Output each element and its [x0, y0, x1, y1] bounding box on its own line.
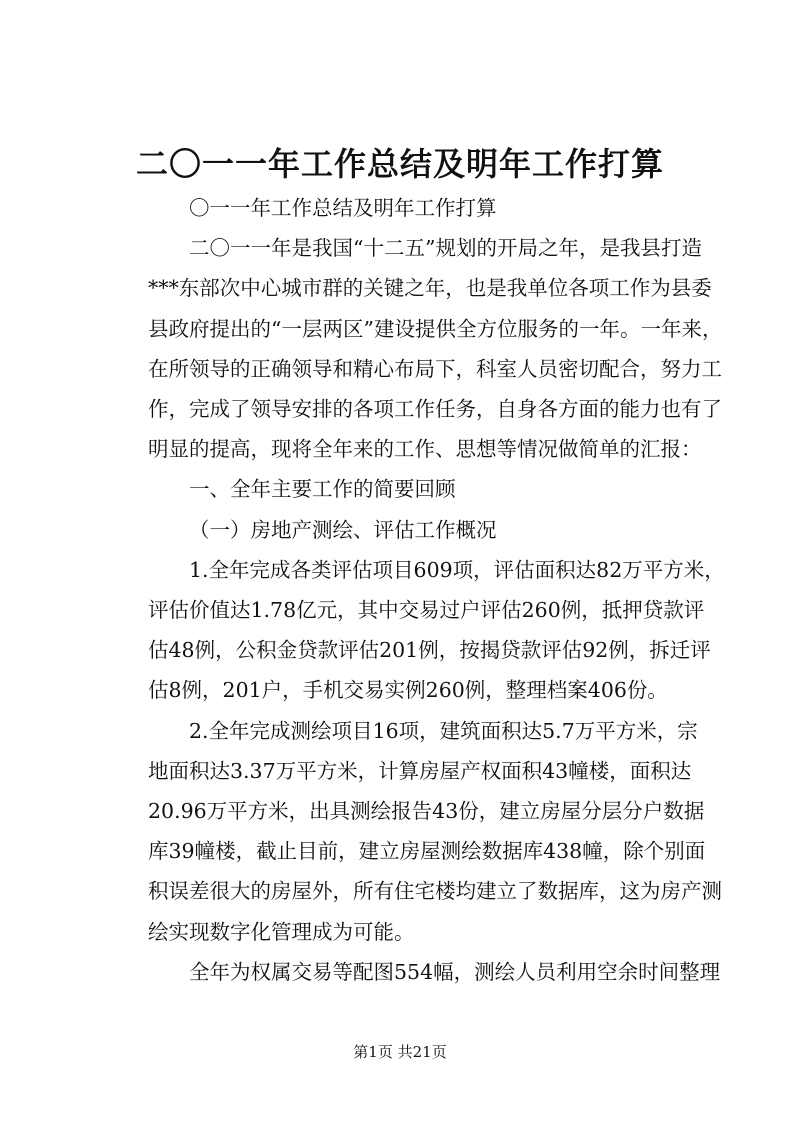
- text-line: 2.全年完成测绘项目16项，建筑面积达5.7万平方米，宗: [189, 718, 698, 743]
- text-line: 作，完成了领导安排的各项工作任务，自身各方面的能力也有了: [148, 397, 722, 422]
- text-line: 1.全年完成各类评估项目609项，评估面积达82万平方米，: [189, 557, 725, 582]
- document-title: 二〇一一年工作总结及明年工作打算: [135, 145, 664, 183]
- text-line: 明显的提高，现将全年来的工作、思想等情况做简单的汇报：: [148, 437, 702, 462]
- section-heading: [107, 469, 707, 509]
- paragraph-intro: [107, 228, 723, 469]
- text-line: 地面积达3.37万平方米，计算房屋产权面积43幢楼，面积达: [148, 758, 692, 783]
- paragraph-item-2: [107, 711, 722, 952]
- text-line: 一、全年主要工作的简要回顾: [189, 477, 456, 502]
- text-line: 县政府提出的“一层两区”建设提供全方位服务的一年。一年来，: [148, 316, 723, 341]
- text-line: 积误差很大的房屋外，所有住宅楼均建立了数据库，这为房产测: [148, 879, 722, 904]
- paragraph-mapping: [107, 952, 721, 992]
- document-body: [107, 188, 725, 992]
- paragraph-item-1: [107, 550, 725, 711]
- text-line: （一）房地产测绘、评估工作概况: [189, 517, 497, 542]
- text-line: 在所领导的正确领导和精心布局下，科室人员密切配合，努力工: [148, 356, 722, 381]
- text-line: 评估价值达1.78亿元，其中交易过户评估260例，抵押贷款评: [148, 598, 705, 623]
- text-line: 20.96万平方米，出具测绘报告43份，建立房屋分层分户数据: [148, 799, 705, 824]
- text-line: 绘实现数字化管理成为可能。: [148, 919, 415, 944]
- text-line: 〇一一年工作总结及明年工作打算: [189, 196, 497, 220]
- subsection-heading: [107, 510, 707, 550]
- text-line: 全年为权属交易等配图554幅，测绘人员利用空余时间整理: [189, 959, 721, 984]
- text-line: 估48例，公积金贷款评估201例，按揭贷款评估92例，拆迁评: [148, 638, 711, 663]
- paragraph-subtitle: [107, 188, 707, 228]
- text-line: 库39幢楼，截止目前，建立房屋测绘数据库438幢，除个别面: [148, 839, 706, 864]
- text-line: ***东部次中心城市群的关键之年，也是我单位各项工作为县委: [148, 276, 712, 301]
- text-line: 二〇一一年是我国“十二五”规划的开局之年，是我县打造: [189, 236, 702, 261]
- page-number-footer: 第1页 共21页: [353, 1043, 447, 1061]
- text-line: 估8例，201户，手机交易实例260例，整理档案406份。: [148, 678, 668, 703]
